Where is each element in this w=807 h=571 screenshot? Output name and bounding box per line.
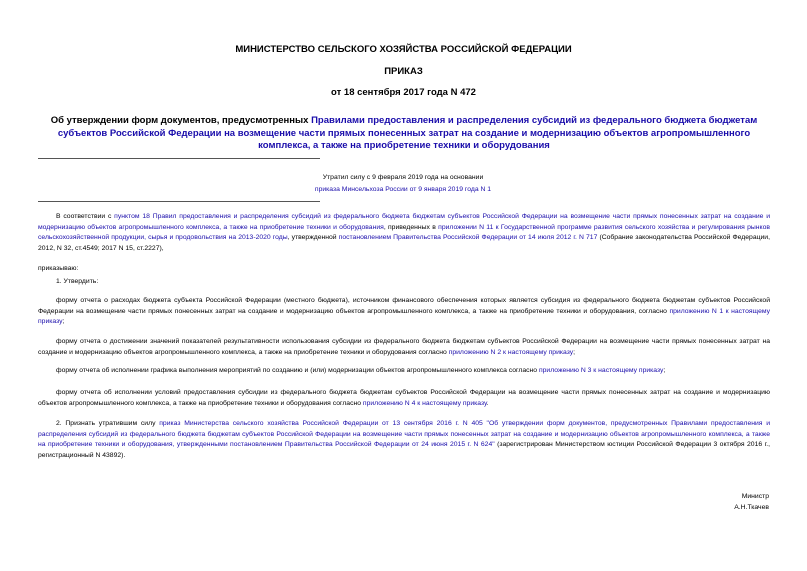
appendix-2-link[interactable]: приложению N 2 к настоящему приказу — [448, 348, 574, 356]
appendix-3-link[interactable]: приложению N 3 к настоящему приказу — [538, 367, 664, 374]
form-1-end: ; — [62, 318, 65, 326]
preamble-text-3: , утвержденной — [287, 234, 339, 242]
lost-force-note — [180, 172, 626, 196]
form-item-3 — [38, 366, 770, 377]
item-1-approve: 1. Утвердить: — [56, 278, 99, 285]
form-4-end: . — [486, 399, 489, 407]
form-2-text: форму отчета о достижении значений показателей результативности использования субсидии из федерального бюджета бюджетам субъектов Российской Федерации на возмещение части прямых понесенных затрат на создание и модернизацию объектов агропромышленного комплекса, а также на приобретение техники и оборудования согласно — [38, 338, 770, 356]
document-title — [38, 115, 770, 153]
signature-position: Министр — [741, 493, 769, 500]
ministry-heading: МИНИСТЕРСТВО СЕЛЬСКОГО ХОЗЯЙСТВА РОССИЙСКОЙ ФЕДЕРАЦИИ — [235, 44, 572, 55]
preamble-text-4: (Собрание законодательства Российской Федерации, 2012, N 32, ст.4549; 2017 N 15, ст.2227), — [38, 234, 770, 252]
order-word: приказываю: — [38, 265, 79, 272]
separator-top — [38, 158, 320, 159]
form-4-text: форму отчета об исполнении условий предоставления субсидии из федерального бюджета бюджетам субъектов Российской Федерации на возмещение части прямых понесенных затрат на создание и модернизацию объектов агропромышленного комплекса, а также на приобретение техники и оборудования согласно — [38, 389, 770, 407]
form-2-end: ; — [573, 348, 576, 356]
appendix-4-link[interactable]: приложению N 4 к настоящему приказу — [362, 399, 487, 407]
date-number-heading: от 18 сентября 2017 года N 472 — [331, 87, 476, 98]
lost-force-order-link[interactable]: приказа Минсельхоза России от 9 января 2019 года N 1 — [314, 186, 492, 193]
preamble-program-link[interactable]: приложении N 11 к Государственной программе развития сельского хозяйства и регулирования рынков сельскохозяйственной продукции, сырья и продовольствия на 2013-2020 годы — [38, 223, 770, 242]
form-item-1 — [38, 296, 770, 328]
form-item-4 — [38, 388, 770, 409]
form-item-2 — [38, 337, 770, 358]
separator-bottom — [38, 201, 320, 202]
title-rules-link[interactable]: Правилами предоставления и распределения субсидий из федерального бюджета бюджетам субъектов Российской Федерации на возмещение части прямых понесенных затрат на создание и модернизацию объектов агропромышленного комплекса, а также на приобретение техники и оборудования — [57, 115, 758, 151]
item-2-repeal — [38, 419, 770, 461]
form-3-text: форму отчета об исполнении графика выполнения мероприятий по созданию и (или) модернизации объектов агропромышленного комплекса согласно — [56, 367, 539, 374]
preamble-rules-link[interactable]: пунктом 18 Правил предоставления и распределения субсидий из федерального бюджета бюджетам субъектов Российской Федерации на возмещение части прямых понесенных затрат на создание и модернизацию объектов агропромышленного комплекса, а также на приобретение техники и оборудования — [38, 213, 771, 231]
form-1-text: форму отчета о расходах бюджета субъекта Российской Федерации (местного бюджета), источником финансового обеспечения которых является субсидия из федерального бюджета бюджетам субъектов Российской Федерации на возмещение части прямых понесенных затрат на создание и модернизацию объектов агропромышленного комплекса, а также на приобретение техники и оборудования, согласно — [38, 297, 770, 315]
preamble-text-2: , приведенных в — [383, 223, 439, 231]
repealed-order-link[interactable]: приказ Министерства сельского хозяйства Российской Федерации от 13 сентября 2016 г. N 405 "Об утверждении форм документов, предусмотренных Правилами предоставления и распределения субсидий из федерального бюджета бюджетам субъектов Российской Федерации на возмещение части прямых понесенных затрат на создание и модернизацию объектов агропромышленного комплекса, а также на приобретение техники и оборудования, утвержденными постановлением Правительства Российской Федерации от 24 июня 2015 г. N 624" — [38, 420, 771, 449]
form-3-end: ; — [663, 367, 666, 374]
preamble-paragraph — [38, 212, 770, 254]
item-2-text-2: (зарегистрирован Министерством юстиции Российской Федерации 3 октября 2016 г., регистрационный N 43892). — [38, 441, 770, 459]
signature-name: А.Н.Ткачев — [734, 504, 769, 511]
doc-type-heading: ПРИКАЗ — [384, 66, 423, 77]
preamble-decree-link[interactable]: постановлением Правительства Российской Федерации от 14 июля 2012 г. N 717 — [338, 234, 598, 242]
appendix-1-link[interactable]: приложению N 1 к настоящему приказу — [38, 307, 770, 326]
item-2-text-1: 2. Признать утратившим силу — [56, 420, 160, 427]
lost-force-line1: Утратил силу с 9 февраля 2019 года на основании — [322, 174, 484, 181]
title-prefix: Об утверждении форм документов, предусмотренных — [50, 115, 312, 126]
preamble-text-1: В соответствии с — [56, 213, 115, 220]
signature-block — [734, 491, 769, 513]
